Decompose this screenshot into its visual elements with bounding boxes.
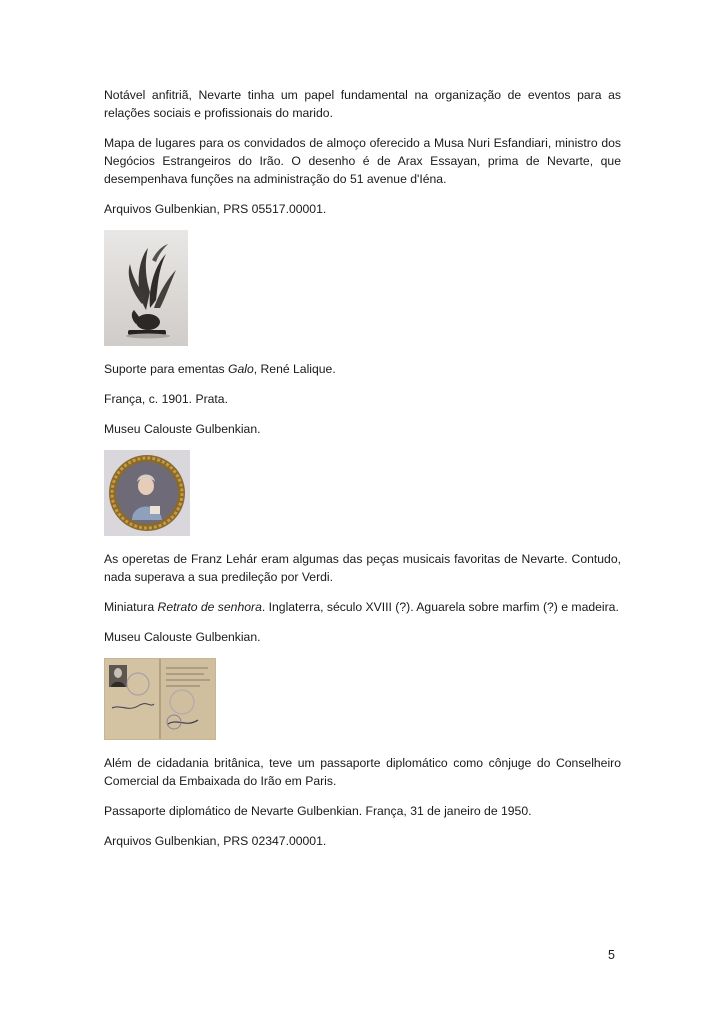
artwork-title: Retrato de senhora xyxy=(157,600,262,614)
page-content xyxy=(104,86,621,862)
caption-archive-ref-1: Arquivos Gulbenkian, PRS 05517.00001. xyxy=(104,202,327,216)
caption-rooster-origin: França, c. 1901. Prata. xyxy=(104,392,228,406)
caption-text: , René Lalique. xyxy=(253,362,336,376)
page-number: 5 xyxy=(608,948,615,962)
caption-text: Miniatura xyxy=(104,600,158,614)
caption-museum-1: Museu Calouste Gulbenkian. xyxy=(104,422,261,436)
paragraph-passport: Além de cidadania britânica, teve um passaporte diplomático como cônjuge do Conselheiro Comercial da Embaixada do Irão em Paris. xyxy=(104,756,621,788)
caption-passport: Passaporte diplomático de Nevarte Gulbenkian. França, 31 de janeiro de 1950. xyxy=(104,804,532,818)
caption-miniature xyxy=(104,598,621,616)
caption-text: Suporte para ementas xyxy=(104,362,228,376)
caption-text: . Inglaterra, século XVIII (?). Aguarela sobre marfim (?) e madeira. xyxy=(261,600,619,614)
paragraph-operettas: As operetas de Franz Lehár eram algumas das peças musicais favoritas de Nevarte. Contudo, nada superava a sua predileção por Verdi. xyxy=(104,552,621,584)
paragraph-seating-map: Mapa de lugares para os convidados de almoço oferecido a Musa Nuri Esfandiari, ministro dos Negócios Estrangeiros do Irão. O desenho é de Arax Essayan, prima de Nevarte, que desempenhava funções na administração do 51 avenue d'Iéna. xyxy=(104,136,621,186)
caption-archive-ref-2: Arquivos Gulbenkian, PRS 02347.00001. xyxy=(104,834,327,848)
caption-museum-2: Museu Calouste Gulbenkian. xyxy=(104,630,261,644)
rooster-sculpture-image xyxy=(104,230,621,346)
artwork-title: Galo xyxy=(227,362,254,376)
portrait-miniature-image xyxy=(104,450,621,536)
passport-document-image xyxy=(104,658,621,740)
caption-rooster-title xyxy=(104,360,621,378)
paragraph-hostess: Notável anfitriã, Nevarte tinha um papel fundamental na organização de eventos para as relações sociais e profissionais do marido. xyxy=(104,88,621,120)
